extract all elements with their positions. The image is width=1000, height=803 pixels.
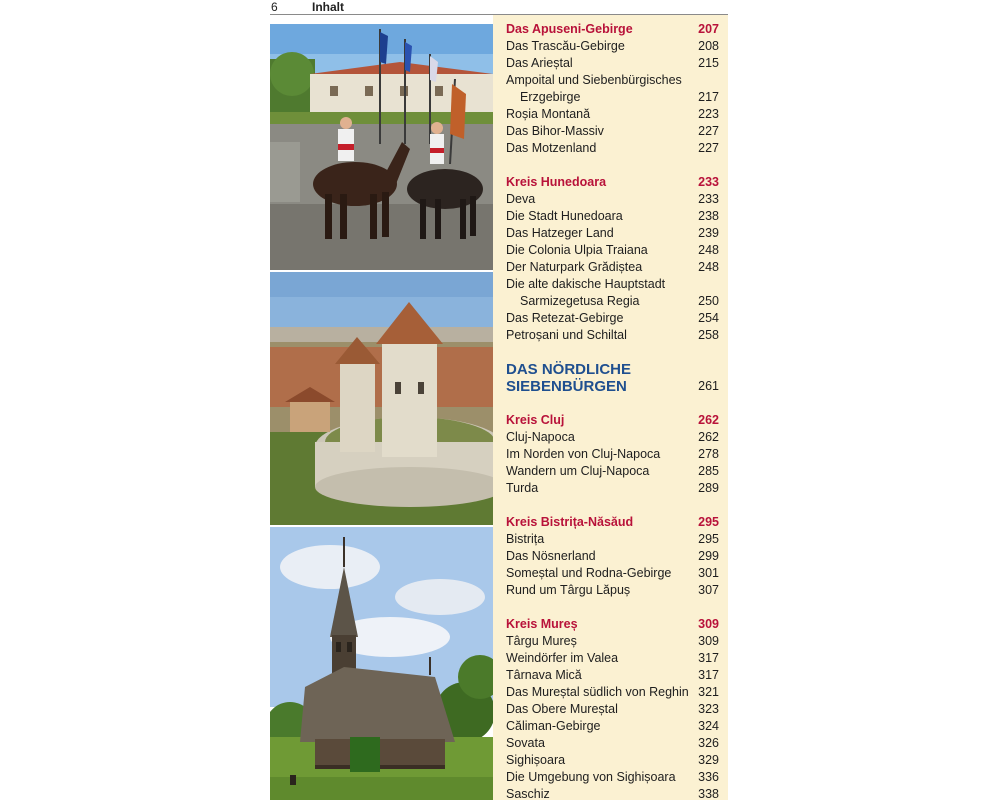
toc-entry-title: Das Apuseni-Gebirge: [506, 22, 633, 36]
toc-section-heading: [506, 514, 723, 531]
toc-spacer: [506, 599, 723, 616]
toc-entry-title: Cluj-Napoca: [506, 430, 575, 444]
toc-entry: [506, 463, 723, 480]
toc-entry-page: 309: [698, 617, 719, 631]
toc-entry: [506, 310, 723, 327]
toc-entry-title: Erzgebirge: [520, 90, 581, 104]
toc-entry: [506, 140, 723, 157]
toc-entry-title: Sovata: [506, 736, 545, 750]
toc-entry-title: Bistrița: [506, 532, 545, 546]
toc-entry-title: Deva: [506, 192, 536, 206]
toc-section-heading: [506, 21, 723, 38]
toc-entry-title: Die Stadt Hunedoara: [506, 209, 623, 223]
toc-entry-page: 248: [698, 260, 719, 274]
toc-entry-title: DAS NÖRDLICHE SIEBENBÜRGEN: [506, 361, 632, 395]
toc-entry-title: Petroșani und Schiltal: [506, 328, 627, 342]
toc-entry-title: Târgu Mureș: [506, 634, 577, 648]
toc-entry: [506, 531, 723, 548]
toc-entry-page: 307: [698, 583, 719, 597]
toc-entry-title: Kreis Hunedoara: [506, 175, 607, 189]
toc-entry-page: 338: [698, 787, 719, 801]
toc-entry-title: Ampoital und Siebenbürgisches: [506, 73, 682, 87]
toc-entry-page: 254: [698, 311, 719, 325]
toc-entry-page: 223: [698, 107, 719, 121]
toc-entry-page: 289: [698, 481, 719, 495]
toc-section-heading: [506, 616, 723, 633]
toc-entry: [506, 259, 723, 276]
toc-entry: [506, 72, 723, 89]
toc-entry-page: 207: [698, 22, 719, 36]
toc-entry-title: Sighișoara: [506, 753, 566, 767]
toc-entry-page: 233: [698, 175, 719, 189]
toc-entry-title: Der Naturpark Grădiștea: [506, 260, 643, 274]
toc-entry-title: Kreis Mureș: [506, 617, 578, 631]
toc-entry: [506, 327, 723, 344]
toc-entry-title: Târnava Mică: [506, 668, 582, 682]
toc-entry-title: Das Motzenland: [506, 141, 597, 155]
toc-entry-page: 317: [698, 651, 719, 665]
toc-entry-title: Das Hatzeger Land: [506, 226, 614, 240]
photo-column: [270, 24, 493, 800]
toc-entry-title: Kreis Cluj: [506, 413, 565, 427]
toc-entry-title: Turda: [506, 481, 539, 495]
toc-entry: [506, 191, 723, 208]
toc-entry-title: Wandern um Cluj-Napoca: [506, 464, 650, 478]
toc-entry-title: Roșia Montană: [506, 107, 591, 121]
toc-entry-title: Weindörfer im Valea: [506, 651, 619, 665]
toc-section-heading: [506, 412, 723, 429]
table-of-contents: [493, 15, 728, 800]
toc-entry: [506, 123, 723, 140]
toc-entry-page: 258: [698, 328, 719, 342]
book-page: [270, 0, 728, 800]
toc-entry-title: Das Nösnerland: [506, 549, 596, 563]
toc-entry-title: Das Obere Mureștal: [506, 702, 618, 716]
toc-list: [506, 21, 723, 803]
toc-entry-title: Sarmizegetusa Regia: [520, 294, 640, 308]
toc-entry: [506, 752, 723, 769]
toc-entry: [506, 446, 723, 463]
toc-entry: [506, 480, 723, 497]
toc-entry-page: 295: [698, 532, 719, 546]
toc-entry-page: 324: [698, 719, 719, 733]
toc-entry: [506, 582, 723, 599]
toc-entry-title: Kreis Bistrița-Năsăud: [506, 515, 634, 529]
toc-spacer: [506, 344, 723, 361]
toc-spacer: [506, 157, 723, 174]
toc-entry: [506, 225, 723, 242]
toc-entry: [506, 684, 723, 701]
toc-entry-page: 329: [698, 753, 719, 767]
toc-entry-continuation: [506, 89, 723, 106]
toc-entry-page: 285: [698, 464, 719, 478]
toc-entry-page: 238: [698, 209, 719, 223]
toc-entry-page: 323: [698, 702, 719, 716]
toc-entry-page: 215: [698, 56, 719, 70]
toc-spacer: [506, 395, 723, 412]
toc-entry-page: 227: [698, 141, 719, 155]
toc-spacer: [506, 497, 723, 514]
page-title: Inhalt: [312, 0, 344, 14]
toc-entry: [506, 650, 723, 667]
toc-entry-title: Das Arieștal: [506, 56, 573, 70]
toc-entry-page: 326: [698, 736, 719, 750]
toc-entry-title: Saschiz: [506, 787, 550, 801]
toc-entry-title: Im Norden von Cluj-Napoca: [506, 447, 661, 461]
toc-entry-continuation: [506, 293, 723, 310]
toc-entry: [506, 38, 723, 55]
toc-section-heading: [506, 174, 723, 191]
photo-wooden-church: [270, 527, 493, 800]
toc-entry: [506, 735, 723, 752]
toc-entry-title: Căliman-Gebirge: [506, 719, 601, 733]
toc-entry: [506, 633, 723, 650]
toc-entry: [506, 548, 723, 565]
toc-entry: [506, 208, 723, 225]
toc-entry: [506, 667, 723, 684]
toc-entry-page: 278: [698, 447, 719, 461]
page-header: [270, 0, 728, 15]
toc-entry-title: Die alte dakische Hauptstadt: [506, 277, 666, 291]
toc-entry-page: 217: [698, 90, 719, 104]
toc-entry-title: Das Retezat-Gebirge: [506, 311, 624, 325]
toc-entry-page: 262: [698, 413, 719, 427]
toc-entry: [506, 429, 723, 446]
toc-entry-page: 295: [698, 515, 719, 529]
toc-entry: [506, 769, 723, 786]
toc-entry-page: 208: [698, 39, 719, 53]
toc-entry-title: Das Bihor-Massiv: [506, 124, 604, 138]
toc-entry-page: 261: [698, 379, 719, 393]
toc-entry-page: 262: [698, 430, 719, 444]
toc-entry-title: Die Umgebung von Sighișoara: [506, 770, 676, 784]
toc-entry-title: Die Colonia Ulpia Traiana: [506, 243, 648, 257]
toc-entry: [506, 55, 723, 72]
photo-riders: [270, 24, 493, 270]
toc-entry: [506, 786, 723, 803]
toc-entry-page: 317: [698, 668, 719, 682]
toc-entry-title: Rund um Târgu Lăpuș: [506, 583, 631, 597]
toc-entry-title: Das Trascău-Gebirge: [506, 39, 625, 53]
toc-entry-page: 336: [698, 770, 719, 784]
toc-entry-page: 301: [698, 566, 719, 580]
toc-region-heading: [506, 361, 723, 395]
toc-entry: [506, 701, 723, 718]
page-number: 6: [271, 0, 278, 14]
toc-entry: [506, 242, 723, 259]
toc-entry-page: 250: [698, 294, 719, 308]
toc-entry-page: 233: [698, 192, 719, 206]
toc-entry: [506, 276, 723, 293]
toc-entry-page: 321: [698, 685, 719, 699]
photo-fortified-church: [270, 272, 493, 525]
toc-entry: [506, 106, 723, 123]
toc-entry-title: Someștal und Rodna-Gebirge: [506, 566, 672, 580]
toc-entry-page: 239: [698, 226, 719, 240]
toc-entry-page: 227: [698, 124, 719, 138]
toc-entry-title: Das Mureștal südlich von Reghin: [506, 685, 689, 699]
toc-entry-page: 309: [698, 634, 719, 648]
toc-entry: [506, 565, 723, 582]
toc-entry-page: 248: [698, 243, 719, 257]
toc-entry-page: 299: [698, 549, 719, 563]
toc-entry: [506, 718, 723, 735]
